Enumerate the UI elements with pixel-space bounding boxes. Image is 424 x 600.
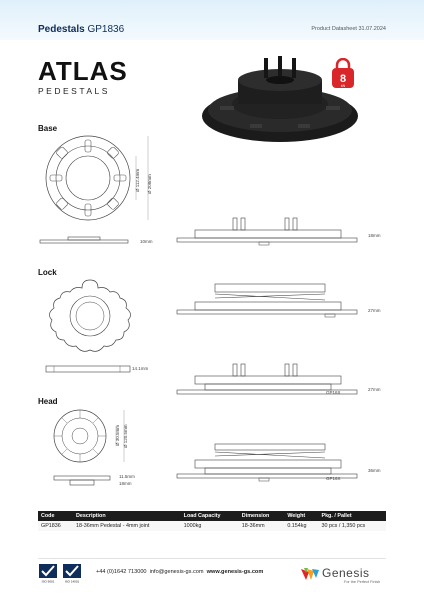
dim-lock-height: 14.1mm (132, 366, 149, 371)
certifications (38, 563, 86, 585)
dim-head-side: 36mm (368, 468, 381, 473)
header-bar (0, 0, 424, 40)
dim-lock-side: 27mm (368, 308, 381, 313)
head-code: GP16X (326, 476, 341, 481)
badge-value: 8 (339, 73, 347, 85)
genesis-logo (300, 564, 390, 590)
title-bold: Pedestals (38, 24, 85, 35)
badge-unit: kN (340, 84, 346, 88)
genesis-tagline: For the Perfect Finish (344, 580, 381, 584)
td-pkg: 30 pcs / 1,350 pcs (318, 521, 386, 531)
phone: +44 (0)1642 713000 (96, 569, 147, 575)
table-header-row (38, 511, 386, 521)
genesis-mark-icon (300, 566, 320, 582)
iso-14001-icon (62, 563, 82, 583)
dim-head-h1: 11.5mm (119, 474, 135, 479)
td-weight: 0.154kg (284, 521, 318, 531)
spec-table (38, 511, 386, 531)
head-side-view (50, 472, 120, 488)
dim-base-height: 10mm (140, 239, 153, 244)
th-code: Code (38, 511, 73, 521)
footer-divider (38, 558, 386, 559)
head-assembly-side (175, 440, 365, 490)
lock-code: GP16X (326, 390, 341, 395)
lock-assembly-side-2 (175, 360, 365, 404)
section-base: Base (38, 124, 58, 133)
genesis-name: Genesis (322, 566, 370, 580)
table-row (38, 521, 386, 531)
th-description: Description (73, 511, 181, 521)
dim-base-side: 18mm (368, 233, 381, 238)
head-top-view (50, 404, 130, 468)
dim-lock-side-2: 27mm (368, 387, 381, 392)
logo-word: ATLAS (38, 56, 128, 86)
dim-head-inner: Ø 30.5mm (115, 424, 120, 446)
base-assembly-side (175, 212, 365, 248)
th-pkg: Pkg. / Pallet (318, 511, 386, 521)
dim-base-inner: Ø 112.4mm (135, 168, 140, 192)
td-load: 1000kg (181, 521, 239, 531)
td-dimension: 18-36mm (239, 521, 285, 531)
email-link[interactable]: info@genesis-gs.com (149, 569, 204, 575)
cert2-label: ISO 14001 (64, 579, 80, 583)
base-top-view (36, 130, 156, 230)
atlas-logo (38, 56, 128, 98)
contact-line (96, 569, 263, 575)
logo-sub: PEDESTALS (38, 86, 110, 96)
dim-head-outer: Ø 120.5mm (123, 424, 128, 448)
product-title (38, 24, 124, 35)
td-description: 18-36mm Pedestal - 4mm joint (73, 521, 181, 531)
cert1-label: ISO 9001 (41, 579, 55, 583)
section-head: Head (38, 397, 58, 406)
lock-top-view (40, 276, 140, 356)
lock-side-view (44, 362, 134, 376)
dim-base-outer: Ø 208mm (147, 174, 152, 194)
td-code: GP1836 (38, 521, 73, 531)
lock-assembly-side (175, 280, 365, 324)
section-lock: Lock (38, 268, 57, 277)
th-weight: Weight (284, 511, 318, 521)
title-code: GP1836 (87, 24, 125, 35)
website-link[interactable]: www.genesis-gs.com (206, 569, 264, 575)
dim-head-h2: 18mm (119, 481, 132, 486)
load-badge-icon (330, 58, 356, 90)
th-load: Load Capacity (181, 511, 239, 521)
datasheet-date: Product Datasheet 31.07.2024 (311, 26, 386, 32)
iso-9001-icon (38, 563, 58, 583)
base-side-view (38, 234, 138, 248)
th-dimension: Dimension (239, 511, 285, 521)
